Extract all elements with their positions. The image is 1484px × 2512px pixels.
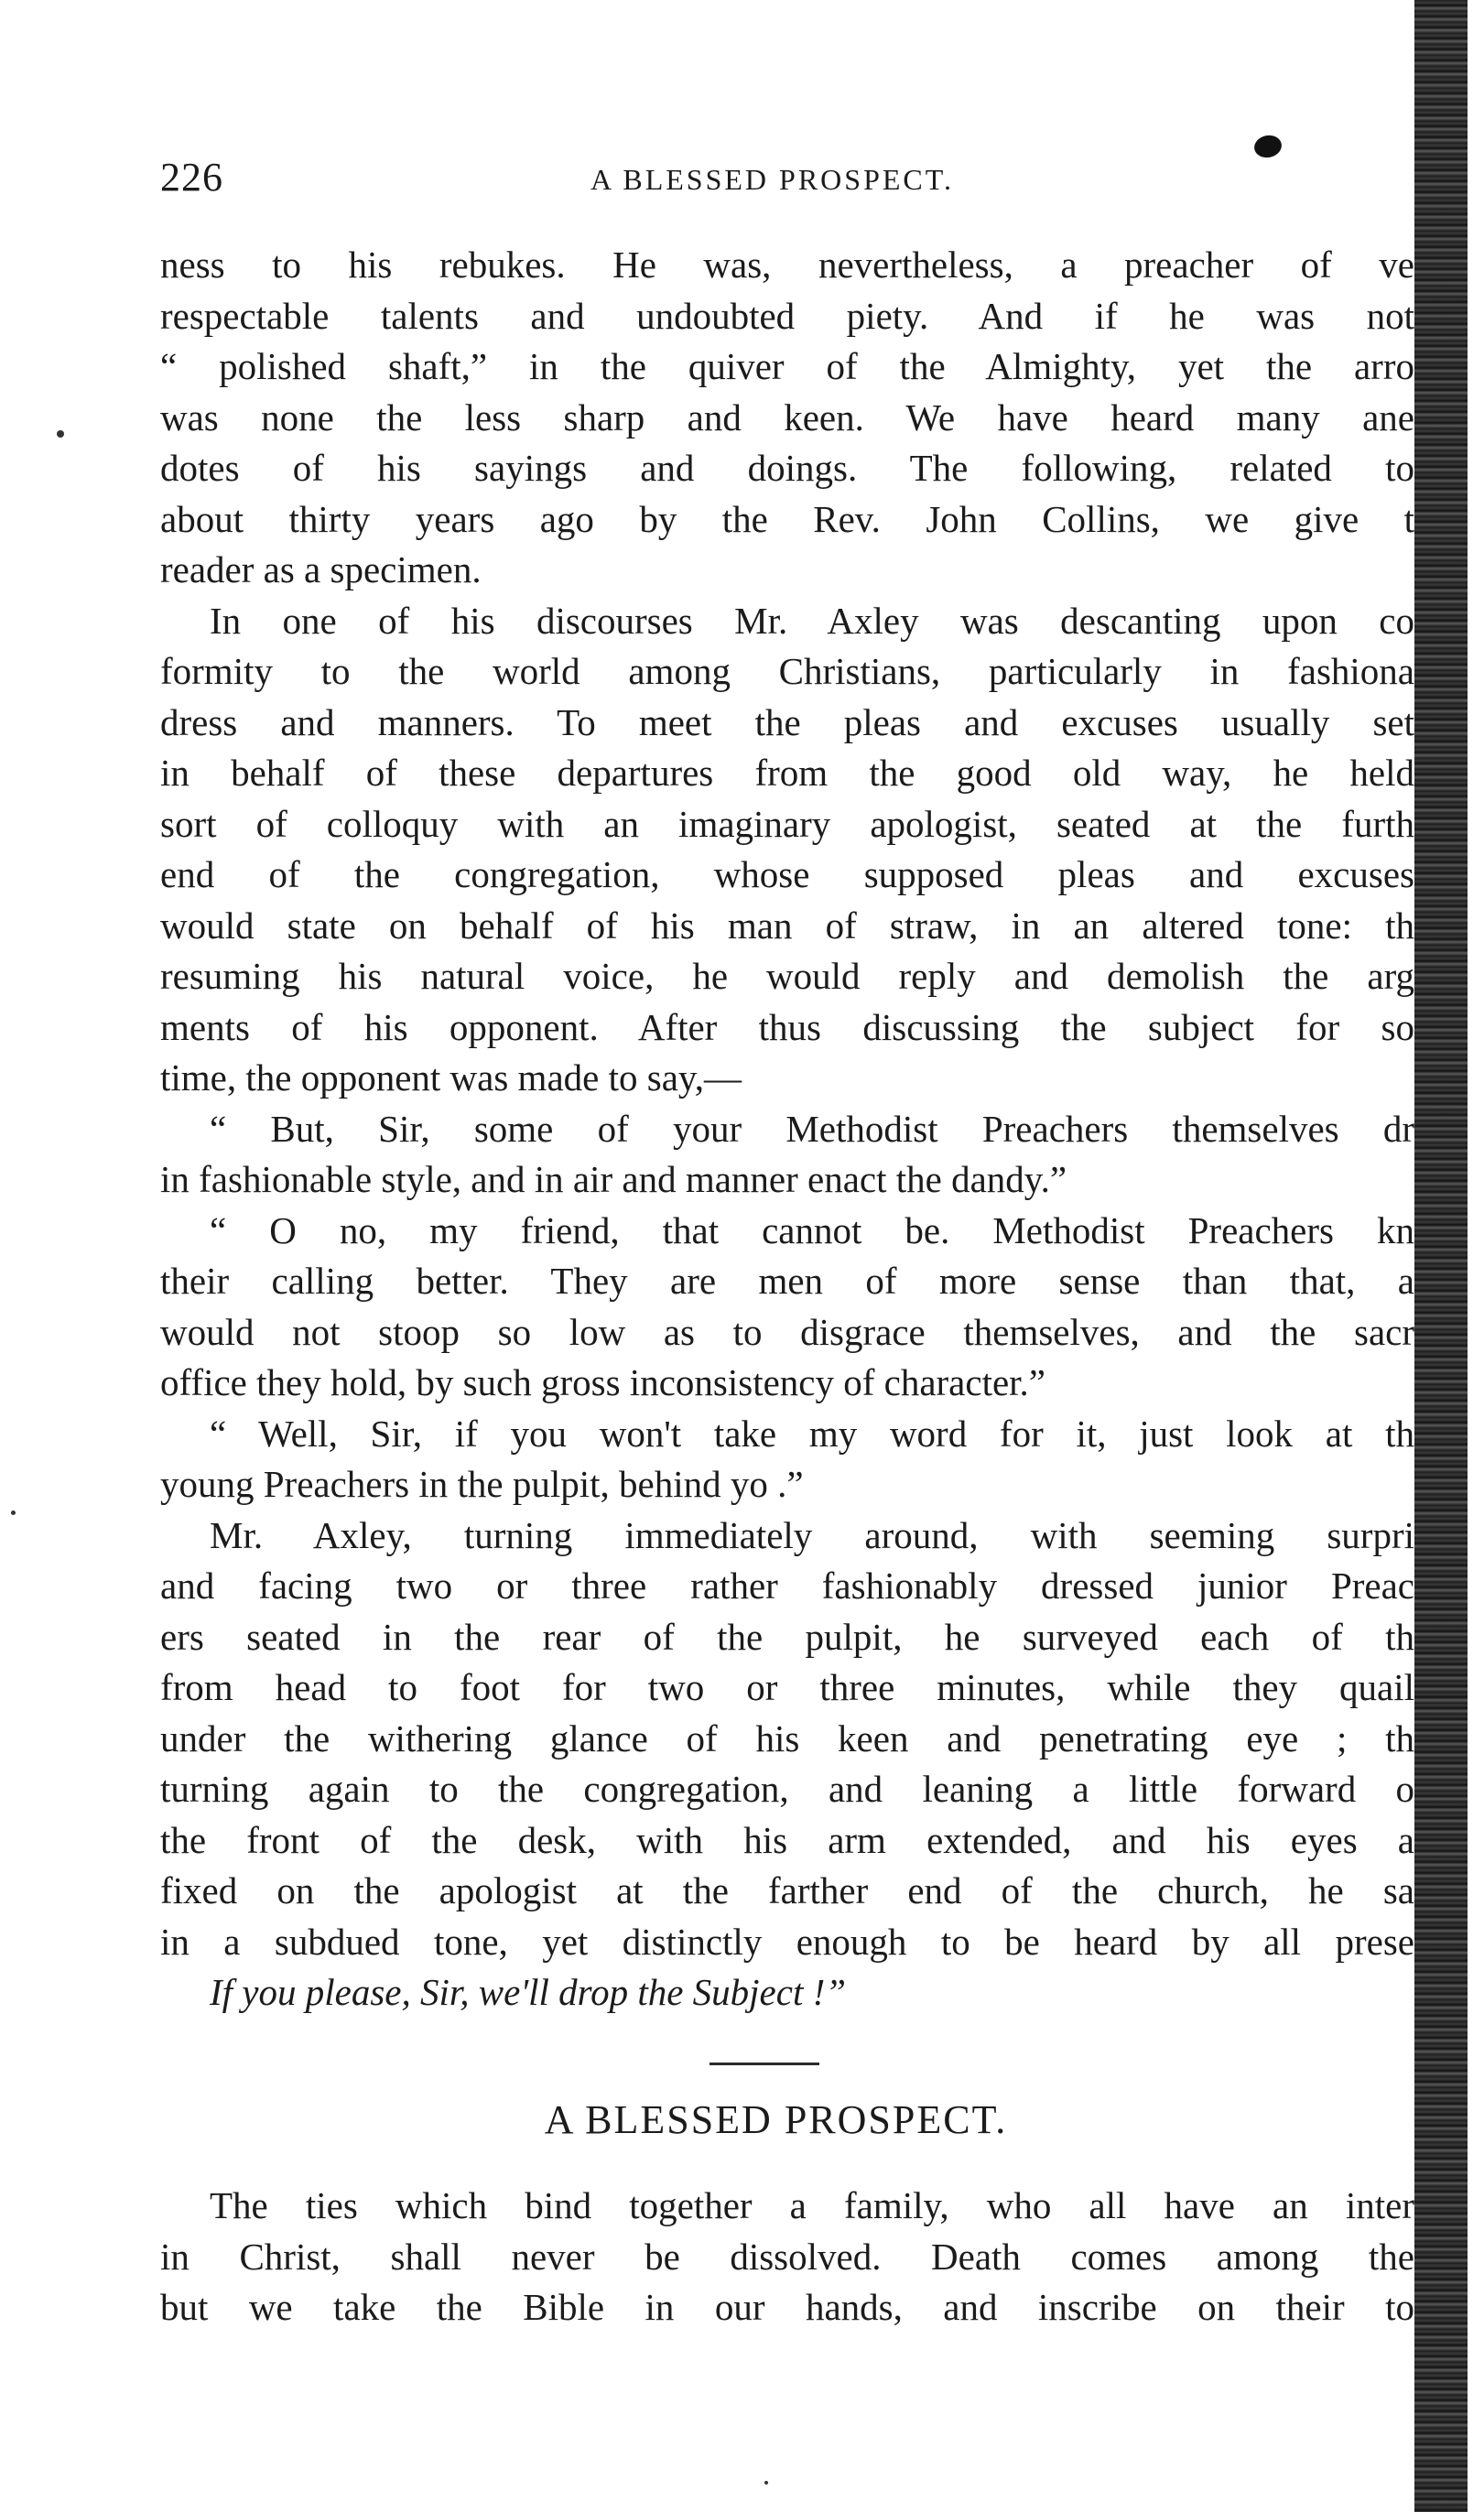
text-line: would not stoop so low as to disgrace themselves, and the sacr	[160, 1310, 1414, 1353]
running-head: A BLESSED PROSPECT.	[590, 163, 954, 196]
text-line: was none the less sharp and keen. We have heard many ane	[160, 395, 1414, 439]
text-line: ers seated in the rear of the pulpit, he surveyed each of th	[160, 1615, 1414, 1658]
text-line: sort of colloquy with an imaginary apologist, seated at the furth	[160, 802, 1414, 845]
text-line: “ Well, Sir, if you won't take my word for it, just look at th	[210, 1412, 1414, 1455]
text-line: in fashionable style, and in air and manner enact the dandy.”	[160, 1158, 1067, 1200]
text-line: dress and manners. To meet the pleas and excuses usually set	[160, 700, 1414, 743]
text-line: in Christ, shall never be dissolved. Death comes among the	[160, 2235, 1414, 2278]
text-line: resuming his natural voice, he would reply and demolish the arg	[160, 955, 1414, 997]
margin-mark	[57, 430, 64, 438]
margin-mark	[11, 1510, 16, 1515]
page-header	[160, 154, 1392, 209]
text-line: “ O no, my friend, that cannot be. Methodist Preachers kn	[210, 1208, 1414, 1251]
text-line: Mr. Axley, turning immediately around, with seeming surpri	[210, 1513, 1414, 1556]
text-line: reader as a specimen.	[160, 548, 482, 590]
section-divider	[710, 2063, 819, 2065]
text-line: the front of the desk, with his arm extended, and his eyes a	[160, 1818, 1414, 1861]
text-line: “ But, Sir, some of your Methodist Preachers themselves dr	[210, 1107, 1414, 1150]
text-line: office they hold, by such gross inconsistency of character.”	[160, 1361, 1046, 1403]
page-number: 226	[160, 155, 223, 200]
section-text	[160, 2181, 1414, 2333]
body-text	[160, 240, 1414, 2019]
text-line: formity to the world among Christians, particularly in fashiona	[160, 650, 1414, 692]
text-line: about thirty years ago by the Rev. John Collins, we give t	[160, 497, 1414, 540]
text-line: turning again to the congregation, and leaning a little forward o	[160, 1768, 1414, 1810]
text-line: would state on behalf of his man of straw, in an altered tone: th	[160, 904, 1414, 947]
text-line: end of the congregation, whose supposed pleas and excuses	[160, 853, 1414, 895]
text-line: dotes of his sayings and doings. The following, related to	[160, 447, 1414, 489]
text-line: fixed on the apologist at the farther end of the church, he sa	[160, 1869, 1414, 1911]
section-title: A BLESSED PROSPECT.	[544, 2097, 1008, 2142]
text-line: ments of his opponent. After thus discussing the subject for so	[160, 1005, 1414, 1048]
text-line: The ties which bind together a family, who all have an inter	[210, 2184, 1414, 2226]
text-line: ness to his rebukes. He was, nevertheless, a preacher of ve	[160, 244, 1414, 286]
text-line: their calling better. They are men of more sense than that, a	[160, 1260, 1414, 1302]
text-line: and facing two or three rather fashionably dressed junior Preac	[160, 1565, 1414, 1607]
text-line: “ polished shaft,” in the quiver of the Almighty, yet the arro	[160, 345, 1414, 387]
text-line: in behalf of these departures from the good old way, he held	[160, 752, 1414, 794]
margin-mark	[764, 2481, 768, 2485]
text-line: respectable talents and undoubted piety. And if he was not	[160, 294, 1414, 337]
text-line: In one of his discourses Mr. Axley was descanting upon co	[210, 599, 1414, 642]
text-line: If you please, Sir, we'll drop the Subject !”	[210, 1971, 847, 2013]
text-line: from head to foot for two or three minutes, while they quail	[160, 1666, 1414, 1708]
text-line: under the withering glance of his keen and penetrating eye ; th	[160, 1716, 1414, 1759]
text-line: time, the opponent was made to say,—	[160, 1056, 742, 1099]
text-line: young Preachers in the pulpit, behind yo .”	[160, 1463, 804, 1505]
binding-edge	[1414, 0, 1484, 2512]
text-line: but we take the Bible in our hands, and inscribe on their to	[160, 2286, 1414, 2328]
text-line: in a subdued tone, yet distinctly enough to be heard by all prese	[160, 1920, 1414, 1963]
